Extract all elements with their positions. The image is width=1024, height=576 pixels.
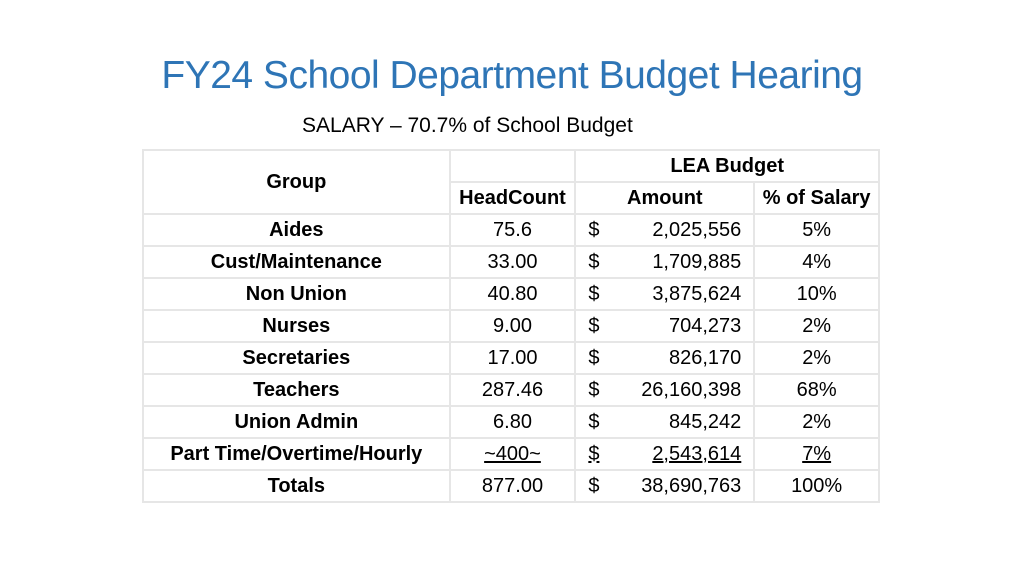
- currency-symbol: $: [588, 314, 600, 337]
- amount-value: 26,160,398: [641, 378, 742, 401]
- row-group: Secretaries: [143, 342, 450, 374]
- currency-symbol: $: [588, 346, 600, 369]
- amount-value: 2,543,614: [652, 442, 742, 465]
- row-headcount: 33.00: [450, 246, 576, 278]
- row-pct: 2%: [754, 406, 879, 438]
- row-headcount: 6.80: [450, 406, 576, 438]
- headcount-value: ~400~: [484, 442, 541, 465]
- row-group: Union Admin: [143, 406, 450, 438]
- currency-symbol: $: [588, 442, 600, 465]
- row-group: Part Time/Overtime/Hourly: [143, 438, 450, 470]
- slide-title: FY24 School Department Budget Hearing: [161, 54, 863, 97]
- header-headcount: HeadCount: [450, 182, 576, 214]
- row-group: Nurses: [143, 310, 450, 342]
- totals-headcount: 877.00: [450, 470, 576, 502]
- currency-symbol: $: [588, 378, 600, 401]
- table-row: [143, 342, 879, 374]
- row-amount: [575, 246, 754, 278]
- amount-value: 3,875,624: [652, 282, 742, 305]
- table-row: [143, 406, 879, 438]
- table-row: [143, 214, 879, 246]
- amount-value: 2,025,556: [652, 218, 742, 241]
- amount-value: 38,690,763: [641, 474, 742, 497]
- currency-symbol: $: [588, 410, 600, 433]
- amount-value: 845,242: [669, 410, 742, 433]
- header-row-1: [143, 150, 879, 182]
- header-lea-budget: LEA Budget: [575, 150, 879, 182]
- row-amount: [575, 406, 754, 438]
- totals-label: Totals: [143, 470, 450, 502]
- row-pct: 10%: [754, 278, 879, 310]
- amount-value: 704,273: [669, 314, 742, 337]
- table-row: [143, 246, 879, 278]
- row-headcount: [450, 438, 576, 470]
- totals-row: [143, 470, 879, 502]
- table-row: [143, 278, 879, 310]
- row-headcount: 75.6: [450, 214, 576, 246]
- row-pct: 68%: [754, 374, 879, 406]
- header-group: Group: [143, 150, 450, 214]
- row-amount: [575, 342, 754, 374]
- row-headcount: 9.00: [450, 310, 576, 342]
- row-pct: 2%: [754, 342, 879, 374]
- currency-symbol: $: [588, 282, 600, 305]
- row-amount: [575, 310, 754, 342]
- header-blank: [450, 150, 576, 182]
- row-pct: 4%: [754, 246, 879, 278]
- row-amount: [575, 438, 754, 470]
- currency-symbol: $: [588, 474, 600, 497]
- row-pct: 5%: [754, 214, 879, 246]
- table-row: [143, 374, 879, 406]
- row-headcount: 40.80: [450, 278, 576, 310]
- row-headcount: 287.46: [450, 374, 576, 406]
- slide-subtitle: SALARY – 70.7% of School Budget: [302, 114, 633, 137]
- row-group: Teachers: [143, 374, 450, 406]
- row-group: Cust/Maintenance: [143, 246, 450, 278]
- salary-table: [142, 149, 880, 503]
- amount-value: 826,170: [669, 346, 742, 369]
- header-pct-salary: % of Salary: [754, 182, 879, 214]
- row-group: Aides: [143, 214, 450, 246]
- row-amount: [575, 278, 754, 310]
- row-amount: [575, 214, 754, 246]
- currency-symbol: $: [588, 218, 600, 241]
- currency-symbol: $: [588, 250, 600, 273]
- row-amount: [575, 374, 754, 406]
- totals-pct: 100%: [754, 470, 879, 502]
- row-group: Non Union: [143, 278, 450, 310]
- table-row: [143, 438, 879, 470]
- pct-value: 7%: [802, 442, 832, 465]
- totals-amount: [575, 470, 754, 502]
- amount-value: 1,709,885: [652, 250, 742, 273]
- row-pct: 2%: [754, 310, 879, 342]
- table-row: [143, 310, 879, 342]
- row-pct: [754, 438, 879, 470]
- header-amount: Amount: [575, 182, 754, 214]
- row-headcount: 17.00: [450, 342, 576, 374]
